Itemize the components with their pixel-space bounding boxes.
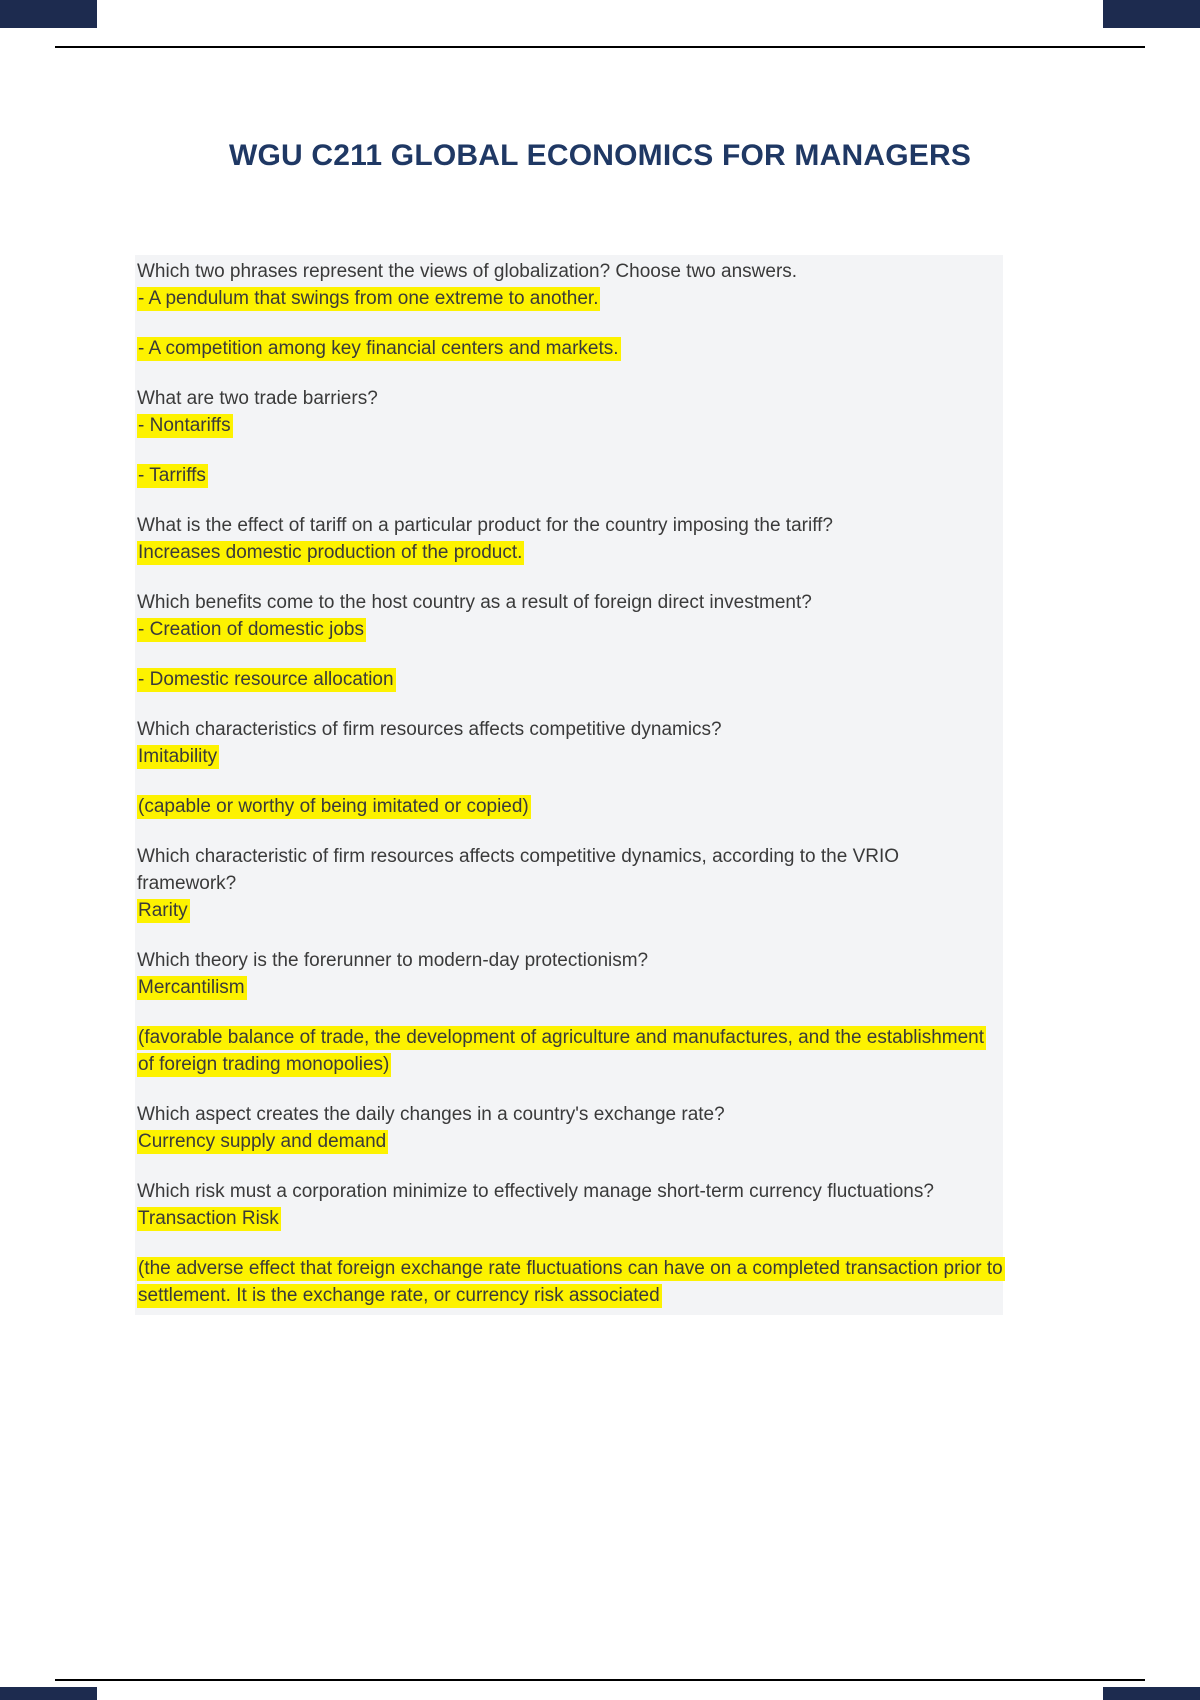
answer-line	[137, 539, 1003, 566]
answer-line	[137, 1255, 1003, 1309]
answer-highlight: Increases domestic production of the product.	[138, 542, 523, 563]
bottom-right-corner-bar	[1103, 1687, 1200, 1700]
answer-highlight: Transaction Risk	[138, 1208, 279, 1229]
answer-highlight: Currency supply and demand	[138, 1131, 387, 1152]
question-text: Which aspect creates the daily changes in a country's exchange rate?	[137, 1104, 725, 1125]
answer-highlight: - A competition among key financial centers and markets.	[138, 338, 619, 359]
answer-highlight: - A pendulum that swings from one extreme to another.	[138, 288, 599, 309]
answer-line	[137, 743, 1003, 770]
answer-line	[137, 616, 1003, 643]
bottom-horizontal-rule	[55, 1679, 1145, 1681]
answer-highlight: (capable or worthy of being imitated or copied)	[138, 796, 529, 817]
answer-highlight: - Tarriffs	[138, 465, 206, 486]
top-right-corner-bar	[1103, 0, 1200, 28]
answer-highlight: Imitability	[138, 746, 218, 767]
answer-highlight: - Nontariffs	[138, 415, 231, 436]
question-text: Which risk must a corporation minimize to effectively manage short-term currency fluctuations?	[137, 1181, 934, 1202]
top-left-corner-bar	[0, 0, 97, 28]
answer-highlight: Mercantilism	[138, 977, 245, 998]
question-text: Which characteristics of firm resources affects competitive dynamics?	[137, 719, 722, 740]
question-text: Which benefits come to the host country as a result of foreign direct investment?	[137, 592, 812, 613]
page-title: WGU C211 GLOBAL ECONOMICS FOR MANAGERS	[228, 139, 972, 172]
question-text: Which theory is the forerunner to modern-day protectionism?	[137, 950, 649, 971]
answer-line	[137, 1205, 1003, 1232]
answer-line	[137, 666, 1003, 693]
bottom-left-corner-bar	[0, 1687, 97, 1700]
answer-line	[137, 285, 1003, 312]
answer-line	[137, 462, 1003, 489]
answer-highlight: Rarity	[138, 900, 188, 921]
top-horizontal-rule	[55, 46, 1145, 48]
answer-line	[137, 1128, 1003, 1155]
answer-line	[137, 897, 1003, 924]
question-text: Which two phrases represent the views of globalization? Choose two answers.	[137, 261, 798, 282]
question-text: Which characteristic of firm resources affects competitive dynamics, according to the VRIO framework?	[137, 846, 900, 894]
answer-line	[137, 1024, 1003, 1078]
answer-line	[137, 974, 1003, 1001]
answer-line	[137, 335, 1003, 362]
answer-line	[137, 793, 1003, 820]
question-text: What are two trade barriers?	[137, 388, 378, 409]
answer-highlight: (the adverse effect that foreign exchange rate fluctuations can have on a completed transaction prior to settlement. It is the exchange rate, or currency risk associated	[138, 1258, 1003, 1306]
qa-content-block	[135, 255, 1003, 1315]
answer-highlight: - Domestic resource allocation	[138, 669, 394, 690]
answer-highlight: (favorable balance of trade, the development of agriculture and manufactures, and the establishment of foreign trading monopolies)	[138, 1027, 985, 1075]
answer-line	[137, 412, 1003, 439]
answer-highlight: - Creation of domestic jobs	[138, 619, 364, 640]
question-text: What is the effect of tariff on a particular product for the country imposing the tariff?	[137, 515, 833, 536]
